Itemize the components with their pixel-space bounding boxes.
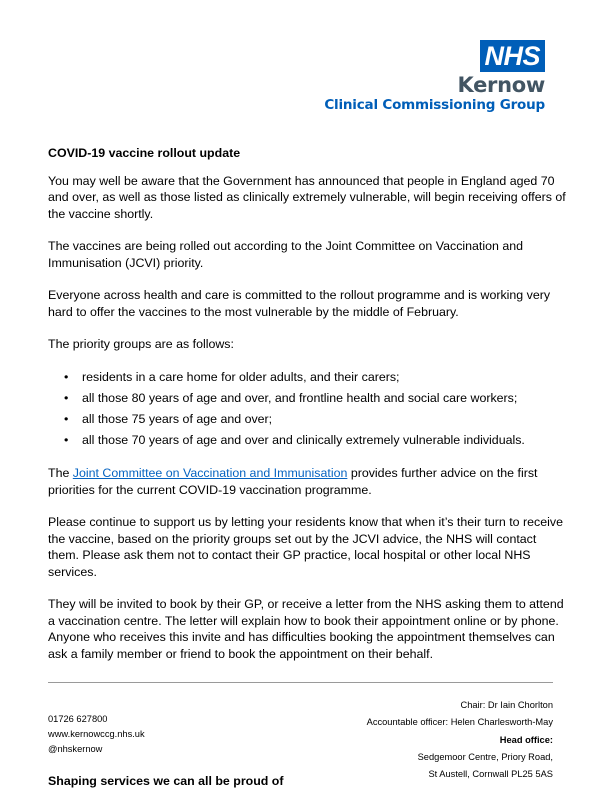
footer-tagline: Shaping services we can all be proud of <box>48 774 284 788</box>
footer-address-line2: St Austell, Cornwall PL25 5AS <box>428 769 553 780</box>
jcvi-prefix: The <box>48 466 73 480</box>
list-item-text: residents in a care home for older adults, and their carers; <box>82 369 400 384</box>
list-item-text: all those 75 years of age and over; <box>82 411 273 426</box>
bullet-icon: • <box>64 411 69 426</box>
footer-chair: Chair: Dr Iain Chorlton <box>460 700 553 710</box>
footer-address-line1: Sedgemoor Centre, Priory Road, <box>417 751 553 762</box>
nhs-logo: NHS <box>480 40 545 72</box>
footer-website: www.kernowccg.nhs.uk <box>48 729 145 739</box>
document-body <box>48 145 568 678</box>
paragraph-jcvi-priority: The vaccines are being rolled out according to the Joint Committee on Vaccination and Immunisation (JCVI) priority. <box>48 239 524 270</box>
org-name: Kernow <box>457 73 545 97</box>
paragraph-support-request: Please continue to support us by letting your residents know that when it’s their turn to receive the vaccine, based on the priority groups set out by the JCVI advice, the NHS will contact them. Please ask them not to contact their GP practice, local hospital or other local NHS services. <box>48 515 563 579</box>
list-item-text: all those 70 years of age and over and clinically extremely vulnerable individuals. <box>82 432 525 447</box>
footer-head-office-label: Head office: <box>499 734 553 745</box>
footer-officers <box>367 697 553 783</box>
priority-groups-list <box>48 369 568 449</box>
footer-phone: 01726 627800 <box>48 714 108 724</box>
list-item <box>48 411 568 428</box>
jcvi-link[interactable]: Joint Committee on Vaccination and Immunisation <box>72 466 348 480</box>
footer-accountable-officer: Accountable officer: Helen Charlesworth-May <box>366 717 553 728</box>
paragraph-priority-intro: The priority groups are as follows: <box>48 337 234 351</box>
org-subtitle: Clinical Commissioning Group <box>324 97 545 113</box>
nhs-kernow-logo <box>324 40 545 114</box>
jcvi-suffix: provides further advice on the first priorities for the current COVID-19 vaccination programme. <box>48 466 538 497</box>
list-item-text: all those 80 years of age and over, and frontline health and social care workers; <box>82 390 518 405</box>
paragraph-commitment: Everyone across health and care is committed to the rollout programme and is working very hard to offer the vaccines to the most vulnerable by the middle of February. <box>48 288 551 319</box>
paragraph-announcement: You may well be aware that the Government has announced that people in England aged 70 and over, as well as those listed as clinically extremely vulnerable, will begin receiving offers of the vaccine shortly. <box>48 173 566 221</box>
footer-divider <box>48 682 553 683</box>
list-item <box>48 390 568 407</box>
list-item <box>48 432 568 449</box>
bullet-icon: • <box>64 390 69 405</box>
paragraph-booking-info: They will be invited to book by their GP, or receive a letter from the NHS asking them to attend a vaccination centre. The letter will explain how to book their appointment online or by phone. Anyone who receives this invite and has difficulties booking the appointment themselves can ask a family member or friend to book the appointment on their behalf. <box>48 597 564 661</box>
document-title: COVID-19 vaccine rollout update <box>48 146 241 160</box>
paragraph-jcvi-advice <box>48 465 568 498</box>
bullet-icon: • <box>64 432 69 447</box>
footer-contact <box>48 712 145 757</box>
bullet-icon: • <box>64 369 69 384</box>
footer-social: @nhskernow <box>48 744 103 754</box>
list-item <box>48 369 568 386</box>
